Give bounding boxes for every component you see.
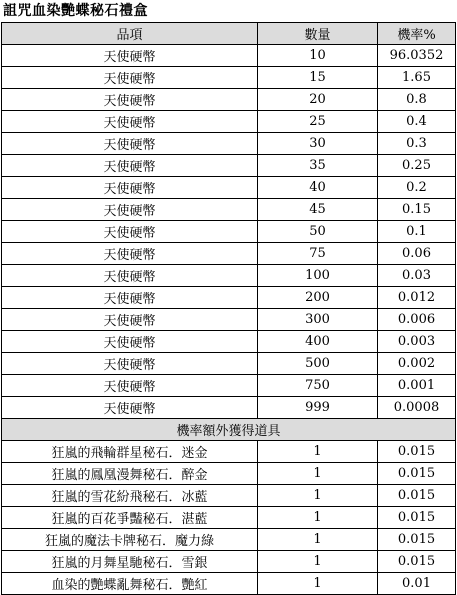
cell-quantity: 25 <box>258 111 378 133</box>
cell-rate: 0.1 <box>378 221 456 243</box>
cell-rate: 0.2 <box>378 177 456 199</box>
cell-quantity: 1 <box>258 463 378 485</box>
cell-item: 天使硬幣 <box>2 331 258 353</box>
cell-rate: 0.015 <box>378 507 456 529</box>
cell-item: 狂嵐的百花爭豔秘石．湛藍 <box>2 507 258 529</box>
cell-quantity: 10 <box>258 45 378 67</box>
probability-table <box>1 22 456 595</box>
table-row <box>2 177 456 199</box>
table-row <box>2 485 456 507</box>
cell-quantity: 40 <box>258 177 378 199</box>
bonus-section-row <box>2 419 456 441</box>
bonus-rows <box>2 441 456 595</box>
cell-item: 天使硬幣 <box>2 111 258 133</box>
cell-rate: 0.015 <box>378 441 456 463</box>
header-rate: 機率% <box>378 23 456 45</box>
cell-quantity: 999 <box>258 397 378 419</box>
cell-rate: 0.01 <box>378 573 456 595</box>
cell-quantity: 100 <box>258 265 378 287</box>
table-row <box>2 265 456 287</box>
table-row <box>2 221 456 243</box>
cell-item: 天使硬幣 <box>2 155 258 177</box>
cell-item: 血染的艷蝶亂舞秘石．艷紅 <box>2 573 258 595</box>
cell-rate: 1.65 <box>378 67 456 89</box>
bonus-section-header: 機率額外獲得道具 <box>2 419 456 441</box>
table-row <box>2 551 456 573</box>
cell-rate: 0.015 <box>378 463 456 485</box>
table-row <box>2 463 456 485</box>
table-row <box>2 529 456 551</box>
page-title: 詛咒血染艷蝶秘石禮盒 <box>3 3 148 19</box>
cell-quantity: 50 <box>258 221 378 243</box>
table-row <box>2 89 456 111</box>
table-row <box>2 309 456 331</box>
cell-item: 天使硬幣 <box>2 243 258 265</box>
cell-item: 天使硬幣 <box>2 177 258 199</box>
cell-quantity: 30 <box>258 133 378 155</box>
cell-rate: 0.03 <box>378 265 456 287</box>
cell-rate: 0.15 <box>378 199 456 221</box>
cell-rate: 0.4 <box>378 111 456 133</box>
cell-quantity: 1 <box>258 573 378 595</box>
table-row <box>2 111 456 133</box>
table-row <box>2 331 456 353</box>
table-row <box>2 507 456 529</box>
cell-rate: 0.012 <box>378 287 456 309</box>
table-row <box>2 441 456 463</box>
cell-quantity: 45 <box>258 199 378 221</box>
cell-quantity: 300 <box>258 309 378 331</box>
cell-item: 天使硬幣 <box>2 265 258 287</box>
cell-rate: 0.006 <box>378 309 456 331</box>
table-row <box>2 353 456 375</box>
cell-item: 天使硬幣 <box>2 287 258 309</box>
cell-quantity: 1 <box>258 485 378 507</box>
cell-item: 狂嵐的雪花紛飛秘石．冰藍 <box>2 485 258 507</box>
table-row <box>2 375 456 397</box>
cell-item: 天使硬幣 <box>2 375 258 397</box>
cell-item: 狂嵐的魔法卡牌秘石．魔力綠 <box>2 529 258 551</box>
cell-item: 天使硬幣 <box>2 67 258 89</box>
cell-quantity: 1 <box>258 529 378 551</box>
cell-item: 狂嵐的月舞星馳秘石．雪銀 <box>2 551 258 573</box>
table-header-row <box>2 23 456 45</box>
cell-item: 狂嵐的鳳凰漫舞秘石．醉金 <box>2 463 258 485</box>
table-row <box>2 573 456 595</box>
cell-rate: 0.015 <box>378 485 456 507</box>
cell-rate: 0.015 <box>378 529 456 551</box>
table-row <box>2 67 456 89</box>
cell-quantity: 75 <box>258 243 378 265</box>
table-row <box>2 397 456 419</box>
cell-quantity: 20 <box>258 89 378 111</box>
cell-rate: 0.8 <box>378 89 456 111</box>
cell-item: 天使硬幣 <box>2 353 258 375</box>
table-row <box>2 199 456 221</box>
header-quantity: 數量 <box>258 23 378 45</box>
header-item: 品項 <box>2 23 258 45</box>
table-row <box>2 287 456 309</box>
cell-rate: 0.015 <box>378 551 456 573</box>
cell-item: 天使硬幣 <box>2 133 258 155</box>
table-row <box>2 45 456 67</box>
table-row <box>2 133 456 155</box>
cell-rate: 0.06 <box>378 243 456 265</box>
cell-item: 狂嵐的飛輪群星秘石．迷金 <box>2 441 258 463</box>
cell-rate: 0.0008 <box>378 397 456 419</box>
table-row <box>2 243 456 265</box>
cell-quantity: 500 <box>258 353 378 375</box>
cell-quantity: 15 <box>258 67 378 89</box>
cell-rate: 0.3 <box>378 133 456 155</box>
main-rows <box>2 45 456 419</box>
cell-quantity: 1 <box>258 551 378 573</box>
cell-rate: 0.002 <box>378 353 456 375</box>
cell-quantity: 1 <box>258 441 378 463</box>
cell-rate: 0.001 <box>378 375 456 397</box>
cell-item: 天使硬幣 <box>2 397 258 419</box>
cell-rate: 96.0352 <box>378 45 456 67</box>
cell-quantity: 750 <box>258 375 378 397</box>
table-row <box>2 155 456 177</box>
cell-item: 天使硬幣 <box>2 221 258 243</box>
cell-item: 天使硬幣 <box>2 309 258 331</box>
cell-rate: 0.003 <box>378 331 456 353</box>
cell-rate: 0.25 <box>378 155 456 177</box>
cell-item: 天使硬幣 <box>2 45 258 67</box>
cell-quantity: 35 <box>258 155 378 177</box>
cell-item: 天使硬幣 <box>2 199 258 221</box>
cell-quantity: 200 <box>258 287 378 309</box>
cell-quantity: 400 <box>258 331 378 353</box>
cell-item: 天使硬幣 <box>2 89 258 111</box>
cell-quantity: 1 <box>258 507 378 529</box>
